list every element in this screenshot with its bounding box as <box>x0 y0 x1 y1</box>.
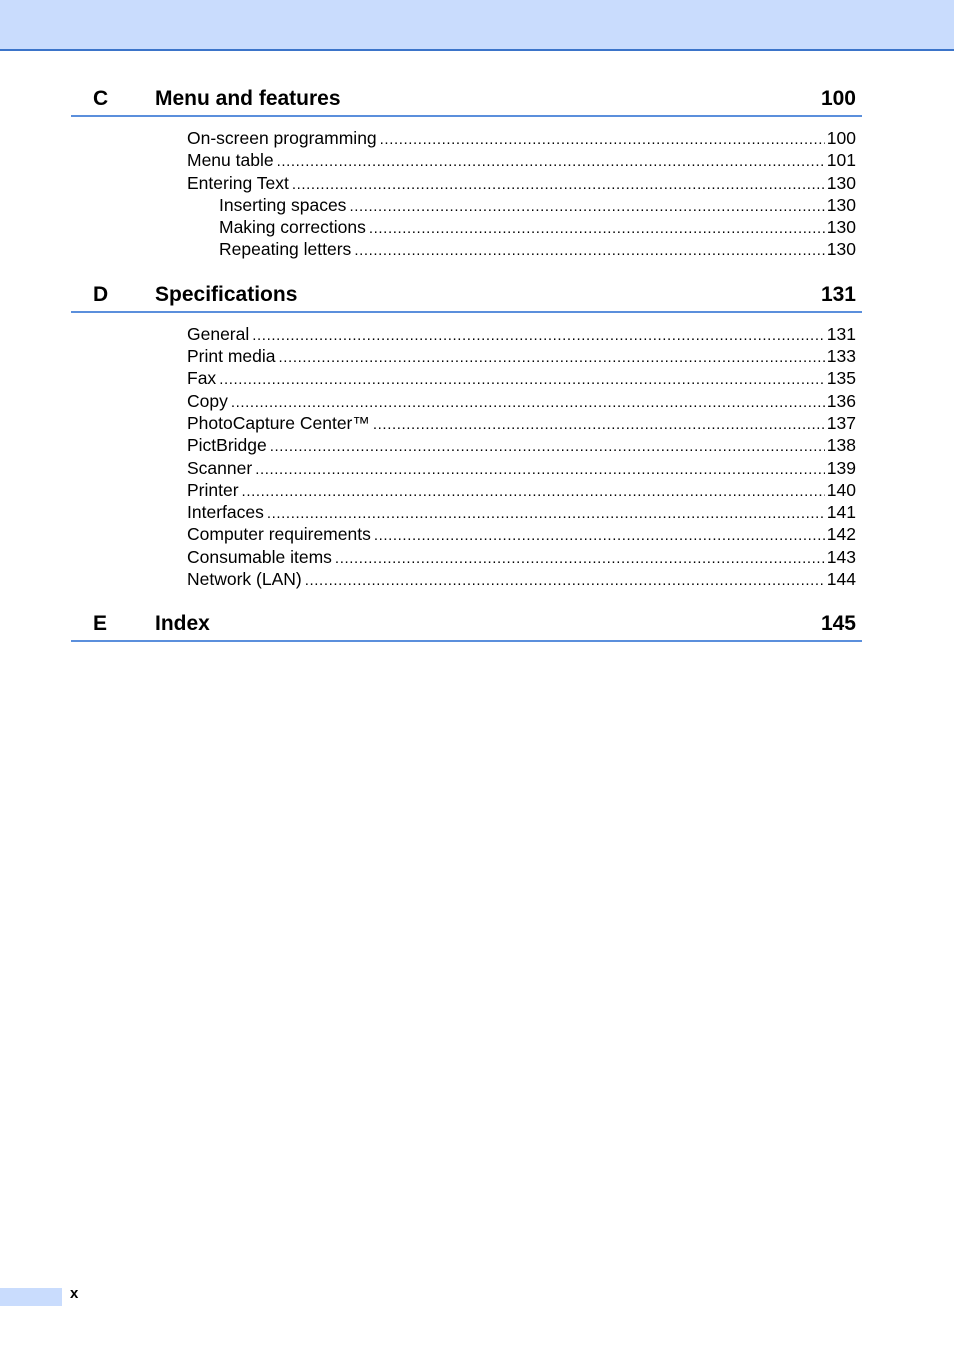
entry-label: Printer <box>187 479 239 500</box>
dot-leader <box>252 325 825 347</box>
toc-entry[interactable] <box>71 367 862 389</box>
entry-label: Computer requirements <box>187 524 371 545</box>
entry-page-number: 141 <box>826 502 856 523</box>
entry-label: On-screen programming <box>187 128 377 148</box>
toc-entry[interactable] <box>71 568 862 590</box>
chapter-c <box>71 84 862 261</box>
entry-page-number: 143 <box>826 546 856 567</box>
dot-leader <box>354 240 824 262</box>
chapter-page-number: 100 <box>820 87 856 110</box>
entry-page-number: 130 <box>826 172 856 193</box>
dot-leader <box>292 174 825 196</box>
entry-page-number: 136 <box>826 390 856 411</box>
entry-page-number: 140 <box>826 479 856 500</box>
dot-leader <box>242 481 825 503</box>
toc-entry[interactable] <box>71 479 862 501</box>
toc-entry[interactable] <box>71 457 862 479</box>
entry-page-number: 142 <box>826 524 856 545</box>
dot-leader <box>270 436 825 458</box>
chapter-e <box>71 609 862 642</box>
chapter-letter: C <box>93 87 109 110</box>
dot-leader <box>380 129 825 151</box>
dot-leader <box>373 414 825 436</box>
chapter-heading[interactable] <box>71 280 862 313</box>
entry-page-number: 135 <box>826 368 856 389</box>
toc-entry[interactable] <box>71 501 862 523</box>
entry-page-number: 139 <box>826 457 856 478</box>
toc-entry[interactable] <box>71 172 862 194</box>
entry-label: General <box>187 323 250 344</box>
chapter-entries <box>71 117 862 261</box>
toc-entry[interactable] <box>71 127 862 149</box>
chapter-title: Menu and features <box>155 87 341 110</box>
chapter-page-number: 145 <box>820 612 856 636</box>
entry-page-number: 100 <box>826 128 856 148</box>
toc-subentry[interactable] <box>71 216 862 238</box>
entry-label: Entering Text <box>187 172 289 193</box>
dot-leader <box>277 151 825 173</box>
entry-label: Inserting spaces <box>219 194 347 215</box>
entry-label: Copy <box>187 390 228 411</box>
entry-label: PhotoCapture Center™ <box>187 412 370 433</box>
toc-entry[interactable] <box>71 149 862 171</box>
chapter-page-number: 131 <box>820 282 856 306</box>
chapter-letter: D <box>93 282 109 306</box>
toc-entry[interactable] <box>71 412 862 434</box>
footer-tab <box>0 1288 62 1306</box>
header-band <box>0 0 954 51</box>
entry-label: Print media <box>187 346 276 367</box>
entry-page-number: 130 <box>826 194 856 215</box>
dot-leader <box>305 570 825 592</box>
toc-entry[interactable] <box>71 523 862 545</box>
entry-page-number: 101 <box>826 150 856 171</box>
entry-page-number: 133 <box>826 346 856 367</box>
entry-page-number: 130 <box>826 239 856 260</box>
entry-label: Consumable items <box>187 546 332 567</box>
dot-leader <box>231 392 825 414</box>
chapter-d <box>71 280 862 591</box>
entry-label: Making corrections <box>219 217 366 238</box>
entry-page-number: 138 <box>826 435 856 456</box>
dot-leader <box>374 525 825 547</box>
dot-leader <box>279 347 825 369</box>
chapter-letter: E <box>93 612 108 636</box>
dot-leader <box>255 459 825 481</box>
entry-page-number: 131 <box>826 323 856 344</box>
toc-entry[interactable] <box>71 434 862 456</box>
entry-label: Interfaces <box>187 502 264 523</box>
toc-entry[interactable] <box>71 390 862 412</box>
toc-subentry[interactable] <box>71 238 862 260</box>
entry-label: Repeating letters <box>219 239 352 260</box>
footer-page-number: x <box>70 1285 79 1302</box>
chapter-title: Index <box>155 612 210 636</box>
entry-page-number: 144 <box>826 569 856 590</box>
toc-subentry[interactable] <box>71 194 862 216</box>
entry-label: Network (LAN) <box>187 569 302 590</box>
dot-leader <box>219 369 825 391</box>
entry-page-number: 130 <box>826 217 856 238</box>
toc-entry[interactable] <box>71 546 862 568</box>
toc-entry[interactable] <box>71 323 862 345</box>
entry-label: PictBridge <box>187 435 267 456</box>
entry-label: Fax <box>187 368 217 389</box>
toc-entry[interactable] <box>71 345 862 367</box>
dot-leader <box>369 218 825 240</box>
entry-label: Menu table <box>187 150 274 171</box>
table-of-contents <box>71 84 862 661</box>
chapter-heading[interactable] <box>71 609 862 642</box>
chapter-heading[interactable] <box>71 84 862 117</box>
entry-page-number: 137 <box>826 412 856 433</box>
dot-leader <box>349 196 824 218</box>
dot-leader <box>335 548 825 570</box>
chapter-entries <box>71 313 862 591</box>
chapter-title: Specifications <box>155 282 298 306</box>
entry-label: Scanner <box>187 457 253 478</box>
dot-leader <box>267 503 825 525</box>
